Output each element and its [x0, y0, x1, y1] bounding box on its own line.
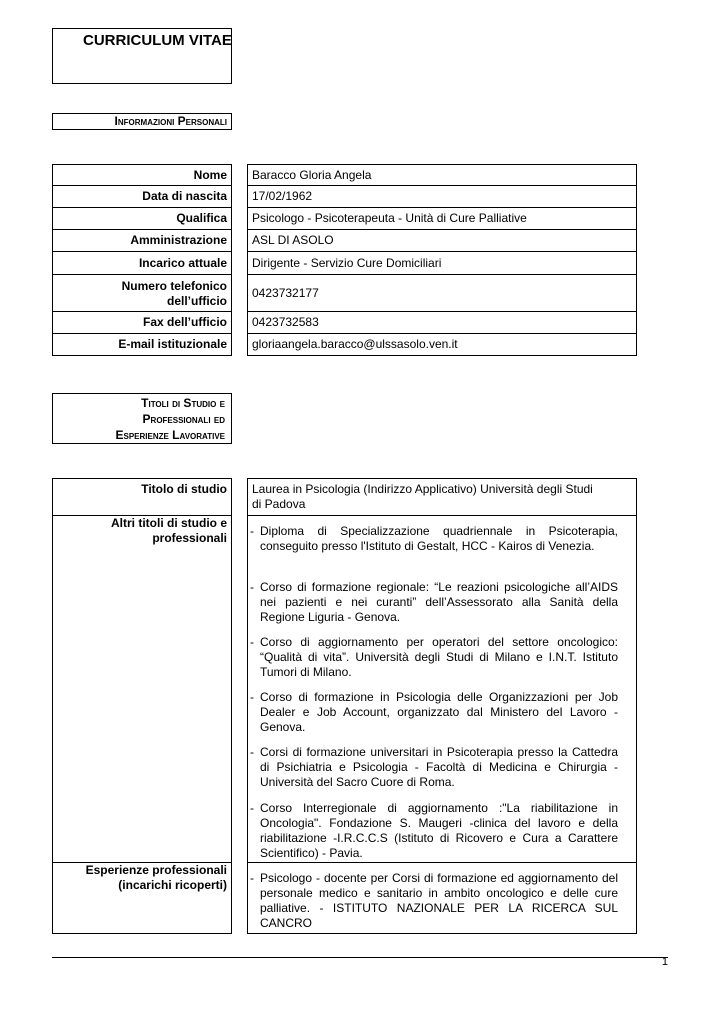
list-item	[248, 635, 636, 685]
altri-titoli-list	[247, 515, 637, 863]
value-telefono	[247, 274, 637, 312]
list-item-text: Corso di formazione regionale: “Le reazioni psicologiche all’AIDS nei pazienti e nei curanti” dell’Assessorato alla Sanità della Regione Liguria - Genova.	[260, 580, 618, 624]
value-text: gloriaangela.baracco@ulssasolo.ven.it	[252, 337, 458, 351]
label-nome	[52, 164, 232, 186]
esperienze-list	[247, 862, 637, 934]
list-item	[248, 524, 636, 574]
label-text: Data di nascita	[142, 189, 227, 203]
value-titolo-studio	[247, 478, 637, 516]
label-text: professionali	[152, 531, 227, 545]
value-text: 17/02/1962	[252, 189, 313, 203]
label-telefono	[52, 274, 232, 312]
label-text: Fax dell’ufficio	[142, 315, 227, 329]
value-amministrazione	[247, 229, 637, 252]
section-heading-education-line: Professionali ed	[142, 412, 225, 426]
value-text: Baracco Gloria Angela	[252, 168, 372, 182]
bullet: -	[250, 635, 254, 649]
list-item	[248, 745, 636, 795]
label-incarico	[52, 251, 232, 275]
label-text: E-mail istituzionale	[118, 337, 227, 351]
label-titolo-studio	[52, 478, 232, 516]
value-text: 0423732177	[252, 286, 319, 300]
label-data-nascita	[52, 185, 232, 208]
label-altri-titoli	[52, 515, 232, 863]
value-text: di Padova	[252, 497, 306, 511]
label-text: Esperienze professionali	[85, 863, 227, 877]
label-text: Qualifica	[176, 211, 227, 225]
value-text: Laurea in Psicologia (Indirizzo Applicativo) Università degli Studi	[252, 482, 593, 496]
document-title: CURRICULUM VITAE	[83, 32, 232, 49]
value-text: Dirigente - Servizio Cure Domiciliari	[252, 256, 442, 270]
bullet: -	[250, 690, 254, 704]
list-item-text: Corsi di formazione universitari in Psicoterapia presso la Cattedra di Psichiatria e Psicologia - Facoltà di Medicina e Chirurgia - Università del Sacro Cuore di Roma.	[260, 745, 618, 789]
label-email	[52, 333, 232, 356]
value-text: 0423732583	[252, 315, 319, 329]
section-heading-personal	[52, 113, 232, 130]
bullet: -	[250, 801, 254, 815]
value-text: Psicologo - Psicoterapeuta - Unità di Cure Palliative	[252, 211, 527, 225]
bullet: -	[250, 524, 254, 538]
title-box	[52, 28, 232, 84]
value-email	[247, 333, 637, 356]
label-qualifica	[52, 207, 232, 230]
label-text: Incarico attuale	[138, 256, 227, 270]
value-nome	[247, 164, 637, 186]
label-text: Amministrazione	[130, 233, 227, 247]
label-text: Numero telefonico	[121, 279, 227, 293]
list-item	[248, 871, 636, 933]
label-text: (incarichi ricoperti)	[118, 878, 227, 892]
label-fax	[52, 311, 232, 334]
label-amministrazione	[52, 229, 232, 252]
list-item-text: Corso di aggiornamento per operatori del settore oncologico: “Qualità di vita”. Università degli Studi di Milano e I.N.T. Istituto Tumori di Milano.	[260, 635, 618, 679]
value-incarico	[247, 251, 637, 275]
section-heading-education-line: Titoli di Studio e	[141, 396, 225, 410]
value-text: ASL DI ASOLO	[252, 233, 334, 247]
value-data-nascita	[247, 185, 637, 208]
label-text: Altri titoli di studio e	[111, 516, 227, 530]
list-item-text: Diploma di Specializzazione quadriennale in Psicoterapia, conseguito presso l'Istituto di Gestalt, HCC - Kairos di Venezia.	[260, 524, 618, 553]
section-heading-education-line: Esperienze Lavorative	[115, 428, 225, 442]
value-fax	[247, 311, 637, 334]
list-item-text: Corso di formazione in Psicologia delle Organizzazioni per Job Dealer e Job Account, organizzato dal Ministero del Lavoro - Genova.	[260, 690, 618, 734]
list-item	[248, 580, 636, 630]
list-item-text: Corso Interregionale di aggiornamento :"La riabilitazione in Oncologia". Fondazione S. Maugeri -clinica del lavoro e della riabilitazione -I.R.C.C.S (Istituto di Ricovero e Cura a Carattere Scientifico) - Pavia.	[260, 801, 618, 860]
page-number: 1	[661, 956, 668, 968]
list-item	[248, 801, 636, 863]
label-text: Titolo di studio	[141, 482, 227, 496]
bullet: -	[250, 580, 254, 594]
bullet: -	[250, 745, 254, 759]
label-text: Nome	[193, 168, 227, 182]
list-item-text: Psicologo - docente per Corsi di formazione ed aggiornamento del personale medico e sanitario in ambito oncologico e delle cure palliative. - ISTITUTO NAZIONALE PER LA RICERCA SUL CANCRO	[260, 871, 618, 930]
list-item	[248, 690, 636, 740]
section-heading-education	[52, 393, 232, 444]
label-text: dell’ufficio	[167, 294, 227, 308]
value-qualifica	[247, 207, 637, 230]
footer-divider	[52, 957, 668, 958]
label-esperienze	[52, 862, 232, 934]
bullet: -	[250, 871, 254, 885]
section-heading-personal-text: Informazioni Personali	[114, 114, 227, 128]
